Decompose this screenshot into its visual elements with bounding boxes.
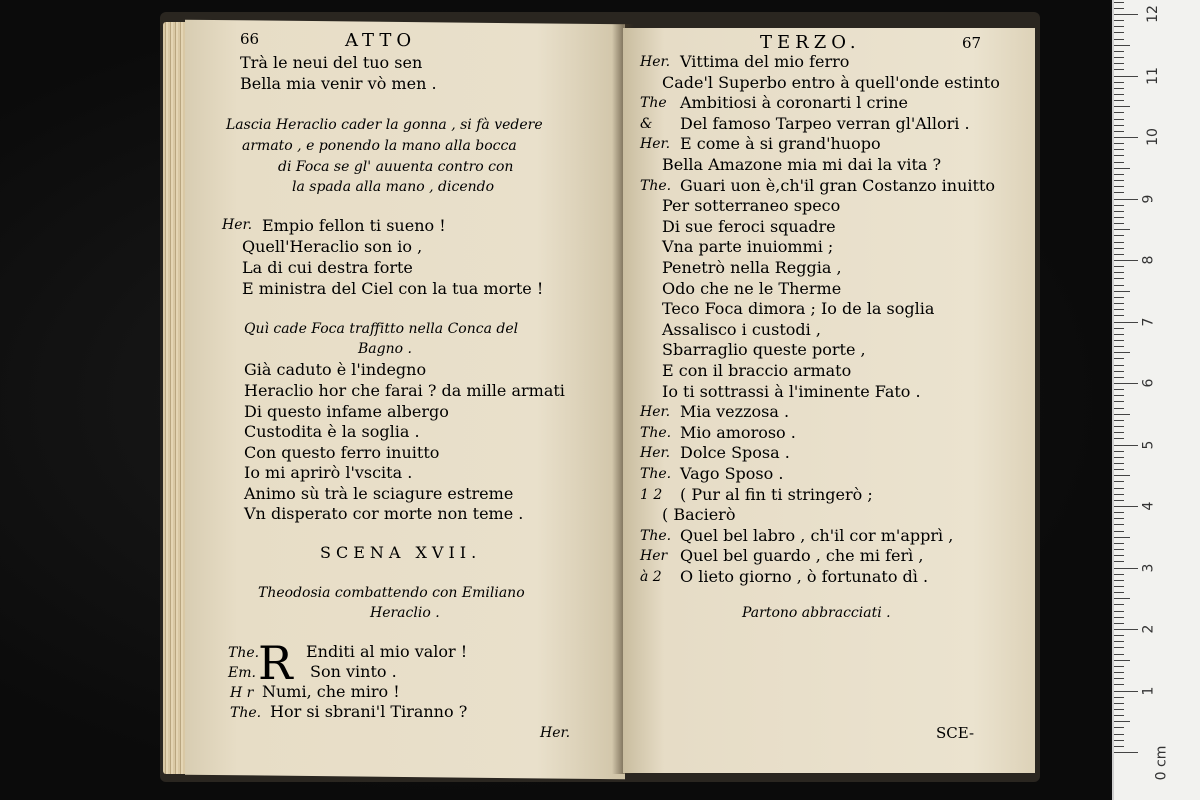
ruler-tick	[1114, 309, 1124, 310]
right-running-header: TERZO.	[760, 32, 861, 53]
ruler-tick	[1114, 555, 1124, 556]
speech-line: Quell'Heraclio son io ,	[242, 237, 423, 256]
speaker-label: Her.	[640, 54, 671, 70]
stage-direction-line: di Foca se gl' auuenta contro con	[278, 159, 514, 175]
ruler-tick	[1114, 63, 1124, 64]
stage-direction-line: la spada alla mano , dicendo	[292, 179, 495, 195]
dialogue-line: E come à si grand'huopo	[680, 134, 881, 154]
dialogue-line: Dolce Sposa .	[680, 443, 790, 463]
ruler-tick	[1114, 752, 1138, 753]
ruler-tick	[1114, 143, 1124, 144]
speaker-label: Her	[640, 548, 668, 565]
dialogue-line: Ambitiosi à coronarti l crine	[680, 93, 909, 113]
ruler-tick	[1114, 174, 1124, 175]
stage-direction-line: Lascia Heraclio cader la gonna , si fà vedere	[226, 117, 543, 133]
ruler-tick	[1114, 475, 1130, 476]
speaker-label: The.	[640, 177, 672, 194]
ruler-cm-label: 3	[1140, 563, 1157, 572]
dialogue-line: Quel bel labro , ch'il cor m'apprì ,	[680, 525, 954, 545]
dialogue-line: Per sotterraneo speco	[662, 196, 841, 216]
dialogue-line: Di sue feroci squadre	[662, 216, 836, 236]
ruler-cm-label: 9	[1140, 194, 1157, 203]
stage-direction-line: Bagno .	[358, 341, 412, 357]
ruler-tick	[1114, 389, 1124, 390]
ruler-tick	[1114, 623, 1124, 624]
ruler-tick	[1114, 568, 1138, 569]
dialogue-line: Quel bel guardo , che mi ferì ,	[680, 546, 924, 566]
ruler-tick	[1114, 272, 1124, 273]
ruler-tick	[1114, 266, 1124, 267]
ruler-tick	[1114, 604, 1124, 605]
ruler-tick	[1114, 26, 1124, 27]
ruler-tick	[1114, 727, 1124, 728]
ruler-tick	[1114, 229, 1130, 230]
ruler-tick	[1114, 51, 1124, 52]
ruler-tick	[1114, 426, 1124, 427]
ruler-tick	[1114, 531, 1124, 532]
stage-direction-line: Quì cade Foca traffitto nella Conca del	[244, 321, 519, 337]
dialogue-line: Mia vezzosa .	[680, 402, 790, 422]
scene-subtitle-line: Heraclio .	[370, 605, 440, 621]
speaker-label: Em.	[228, 665, 256, 681]
ruler-tick	[1114, 137, 1138, 138]
speaker-label: Her.	[640, 445, 671, 462]
ruler-tick	[1114, 408, 1124, 409]
speaker-label: The.	[640, 466, 672, 482]
ruler-tick	[1114, 635, 1124, 636]
dialogue-line: Hor si sbrani'l Tiranno ?	[270, 702, 468, 721]
ruler-tick	[1114, 592, 1124, 593]
drop-cap: R	[258, 636, 293, 690]
ruler-tick	[1114, 69, 1124, 70]
dialogue-line: E con il braccio armato	[662, 361, 852, 380]
speaker-label: H r	[230, 685, 254, 701]
dialogue-line: Io ti sottrassi à l'iminente Fato .	[662, 381, 921, 401]
ruler-tick	[1114, 358, 1124, 359]
ruler-tick	[1114, 205, 1124, 206]
ruler-tick	[1114, 395, 1124, 396]
ruler-tick	[1114, 260, 1138, 261]
ruler-tick	[1114, 488, 1124, 489]
dialogue-line: Numi, che miro !	[262, 682, 400, 701]
right-page-number: 67	[962, 34, 982, 52]
dialogue-line: Cade'l Superbo entro à quell'onde estinto	[662, 72, 1000, 92]
dialogue-line: Guari uon è,ch'il gran Costanzo inuitto	[680, 175, 996, 195]
ruler-tick	[1114, 537, 1130, 538]
ruler-tick	[1114, 217, 1124, 218]
speaker-label: The.	[230, 705, 262, 721]
ruler-tick	[1114, 457, 1124, 458]
ruler-cm-label: 12	[1144, 5, 1161, 23]
left-page-number: 66	[240, 30, 260, 48]
ruler-tick	[1114, 20, 1124, 21]
ruler-tick	[1114, 88, 1124, 89]
ruler-tick	[1114, 721, 1130, 722]
scene-title: SCENA XVII.	[320, 543, 482, 562]
dialogue-line: ( Pur al fin ti stringerò ;	[680, 484, 873, 504]
speaker-label: The.	[640, 527, 672, 544]
ruler-tick	[1114, 561, 1124, 562]
ruler-tick	[1114, 352, 1130, 353]
ruler-tick	[1114, 14, 1138, 15]
dialogue-line: Son vinto .	[310, 662, 397, 681]
ruler-tick	[1114, 524, 1124, 525]
ruler-tick	[1114, 131, 1124, 132]
ruler-tick	[1114, 186, 1124, 187]
ruler-tick	[1114, 45, 1130, 46]
ruler-tick	[1114, 672, 1124, 673]
left-running-header: ATTO	[345, 30, 417, 51]
ruler-tick	[1114, 315, 1124, 316]
ruler-cm-label: 4	[1140, 501, 1157, 511]
ruler-tick	[1114, 57, 1124, 58]
ruler-tick	[1114, 703, 1124, 704]
ruler-tick	[1114, 641, 1124, 642]
ruler-tick	[1114, 715, 1124, 716]
ruler-tick	[1114, 94, 1124, 95]
ruler-cm-label: 11	[1144, 66, 1161, 85]
measurement-ruler	[1112, 0, 1200, 800]
ruler-tick	[1114, 8, 1124, 9]
ruler-tick	[1114, 697, 1124, 698]
dialogue-line: Del famoso Tarpeo verran gl'Allori .	[680, 113, 970, 133]
ruler-tick	[1114, 285, 1124, 286]
speaker-label: Her.	[640, 404, 671, 421]
dialogue-line: Teco Foca dimora ; Io de la soglia	[662, 299, 935, 319]
verse-line: Heraclio hor che farai ? da mille armati	[244, 381, 565, 400]
ruler-tick	[1114, 328, 1124, 329]
ruler-tick	[1114, 580, 1124, 581]
ruler-tick	[1114, 383, 1138, 384]
verse-line: Bella mia venir vò men .	[240, 74, 437, 93]
ruler-tick	[1114, 39, 1124, 40]
ruler-tick	[1114, 691, 1138, 692]
ruler-tick	[1114, 254, 1124, 255]
ruler-tick	[1114, 211, 1124, 212]
speaker-label: 1 2	[640, 486, 663, 503]
ruler-tick	[1114, 432, 1124, 433]
ruler-tick	[1114, 445, 1138, 446]
ruler-tick	[1114, 414, 1130, 415]
dialogue-line: Odo che ne le Therme	[662, 278, 842, 298]
ruler-tick	[1114, 666, 1124, 667]
ruler-tick	[1114, 451, 1124, 452]
dialogue-line: Vittima del mio ferro	[680, 52, 850, 71]
ruler-tick	[1114, 647, 1124, 648]
ruler-tick	[1114, 574, 1124, 575]
ruler-tick	[1114, 346, 1124, 347]
ruler-tick	[1114, 162, 1124, 163]
ruler-tick	[1114, 709, 1124, 710]
ruler-cm-label: 8	[1140, 255, 1157, 265]
catchword: Her.	[540, 725, 571, 741]
ruler-tick	[1114, 469, 1124, 470]
verse-line: Vn disperato cor morte non teme .	[244, 504, 524, 523]
ruler-tick	[1114, 199, 1138, 200]
ruler-tick	[1114, 617, 1124, 618]
dialogue-line: Penetrò nella Reggia ,	[662, 258, 842, 277]
speaker-label: The	[640, 95, 667, 112]
ruler-tick	[1114, 291, 1130, 292]
ruler-tick	[1114, 76, 1138, 77]
stage-direction: Partono abbracciati .	[742, 605, 891, 621]
ruler-unit-label: 0 cm	[1153, 745, 1170, 781]
ruler-cm-label: 1	[1140, 686, 1157, 695]
dialogue-line: Vago Sposo .	[680, 464, 784, 483]
ruler-tick	[1114, 248, 1124, 249]
dialogue-line: ( Bacierò	[662, 505, 736, 525]
ruler-tick	[1114, 611, 1124, 612]
speaker-label: à 2	[640, 569, 662, 585]
ruler-tick	[1114, 155, 1124, 156]
ruler-tick	[1114, 734, 1124, 735]
ruler-tick	[1114, 125, 1124, 126]
ruler-tick	[1114, 586, 1124, 587]
dialogue-line: O lieto giorno , ò fortunato dì .	[680, 567, 929, 586]
ruler-tick	[1114, 598, 1130, 599]
speaker-label: &	[640, 115, 653, 132]
ruler-tick	[1114, 506, 1138, 507]
ruler-tick	[1114, 235, 1124, 236]
ruler-tick	[1114, 420, 1124, 421]
ruler-cm-label: 5	[1140, 440, 1157, 449]
dialogue-line: Enditi al mio valor !	[306, 642, 468, 661]
dialogue-line: Bella Amazone mia mi dai la vita ?	[662, 155, 942, 174]
ruler-tick	[1114, 740, 1124, 741]
ruler-tick	[1114, 438, 1124, 439]
ruler-cm-label: 10	[1144, 128, 1161, 146]
ruler-tick	[1114, 223, 1124, 224]
stage-direction-line: armato , e ponendo la mano alla bocca	[242, 138, 517, 154]
ruler-tick	[1114, 746, 1124, 747]
speech-line: E ministra del Ciel con la tua morte !	[242, 279, 544, 298]
speaker-label: Her.	[640, 136, 671, 153]
dialogue-line: Sbarraglio queste porte ,	[662, 340, 866, 360]
ruler-tick	[1114, 297, 1124, 298]
ruler-tick	[1114, 112, 1124, 113]
speaker-label: Her.	[222, 217, 253, 233]
ruler-tick	[1114, 242, 1124, 243]
dialogue-line: Vna parte inuiommi ;	[662, 237, 834, 257]
ruler-tick	[1114, 543, 1124, 544]
verse-line: Custodita è la soglia .	[244, 422, 420, 441]
ruler-tick	[1114, 500, 1124, 501]
ruler-tick	[1114, 303, 1124, 304]
ruler-tick	[1114, 180, 1124, 181]
ruler-tick	[1114, 334, 1124, 335]
verse-line: Io mi aprirò l'vscita .	[244, 463, 413, 482]
speech-line: La di cui destra forte	[242, 258, 413, 277]
ruler-tick	[1114, 100, 1124, 101]
ruler-tick	[1114, 371, 1124, 372]
ruler-tick	[1114, 278, 1124, 279]
ruler-tick	[1114, 518, 1124, 519]
speaker-label: The.	[640, 424, 672, 441]
verse-line: Trà le neui del tuo sen	[240, 53, 423, 72]
ruler-tick	[1114, 106, 1130, 107]
speaker-label: The.	[228, 645, 260, 661]
speech-line: Empio fellon ti sueno !	[262, 216, 446, 235]
ruler-tick	[1114, 494, 1124, 495]
dialogue-line: Mio amoroso .	[680, 422, 796, 442]
verse-line: Di questo infame albergo	[244, 402, 449, 421]
ruler-tick	[1114, 629, 1138, 630]
ruler-tick	[1114, 149, 1124, 150]
ruler-cm-label: 7	[1140, 317, 1157, 326]
ruler-tick	[1114, 322, 1138, 323]
ruler-tick	[1114, 481, 1124, 482]
verse-line: Già caduto è l'indegno	[244, 360, 427, 379]
ruler-tick	[1114, 463, 1124, 464]
catchword: SCE-	[936, 724, 975, 742]
ruler-tick	[1114, 684, 1124, 685]
ruler-tick	[1114, 32, 1124, 33]
ruler-tick	[1114, 377, 1124, 378]
verse-line: Con questo ferro inuitto	[244, 443, 440, 462]
ruler-tick	[1114, 168, 1130, 169]
verse-line: Animo sù trà le sciagure estreme	[244, 484, 514, 503]
ruler-tick	[1114, 82, 1124, 83]
ruler-tick	[1114, 192, 1124, 193]
ruler-tick	[1114, 549, 1124, 550]
ruler-tick	[1114, 512, 1124, 513]
ruler-tick	[1114, 340, 1124, 341]
ruler-tick	[1114, 365, 1124, 366]
ruler-cm-label: 2	[1140, 624, 1157, 634]
ruler-cm-label: 6	[1140, 378, 1157, 388]
ruler-tick	[1114, 119, 1124, 120]
ruler-tick	[1114, 660, 1130, 661]
ruler-tick	[1114, 401, 1124, 402]
ruler-tick	[1114, 654, 1124, 655]
ruler-tick	[1114, 2, 1124, 3]
ruler-tick	[1114, 678, 1124, 679]
scene-subtitle-line: Theodosia combattendo con Emiliano	[258, 585, 525, 601]
dialogue-line: Assalisco i custodi ,	[662, 319, 821, 339]
